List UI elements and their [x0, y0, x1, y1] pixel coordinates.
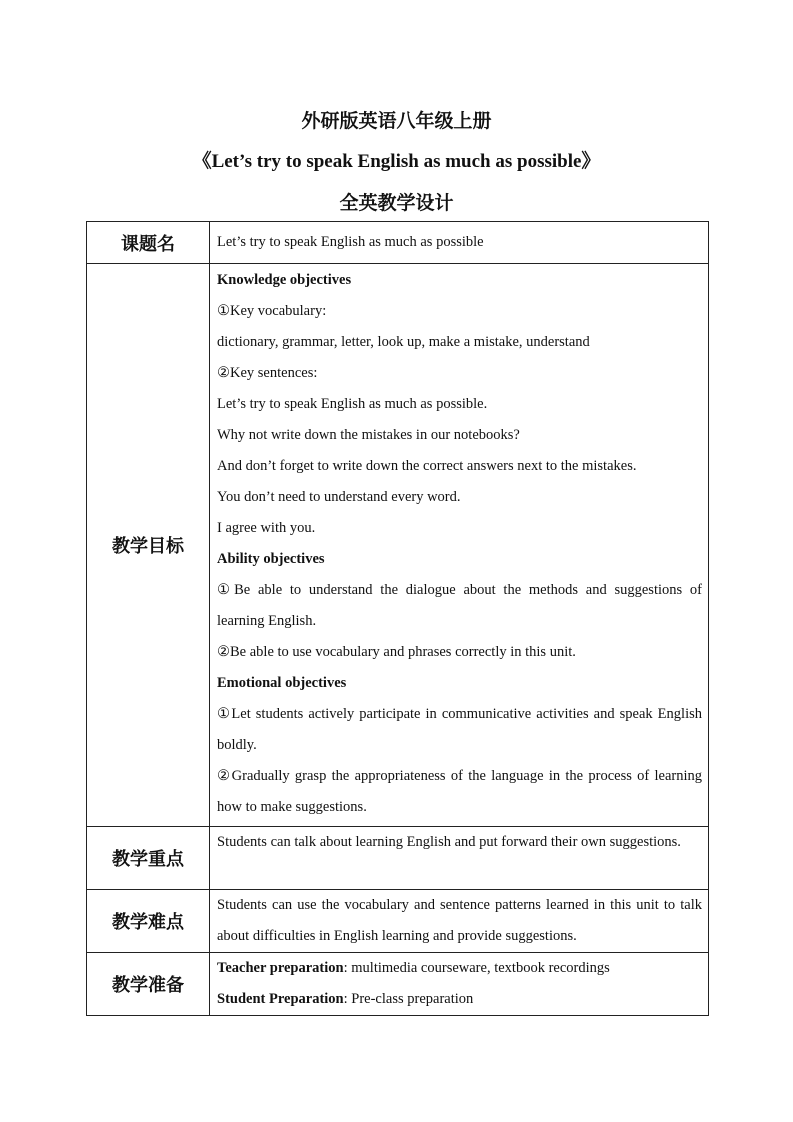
sentences-label: ②Key sentences:: [217, 365, 318, 381]
emotional-item: ①Let students actively participate in communicative activities and speak English boldly.: [217, 706, 702, 753]
lesson-title: 《Let’s try to speak English as much as possible》: [192, 151, 601, 172]
preparation-cell: [210, 953, 709, 1016]
sentence-item: I agree with you.: [217, 520, 316, 536]
sentence-item: Why not write down the mistakes in our notebooks?: [217, 427, 520, 443]
objectives-cell: [210, 264, 709, 827]
document-subtitle: 全英教学设计: [339, 192, 454, 214]
ability-item: ①Be able to understand the dialogue about the methods and suggestions of learning English.: [217, 582, 702, 629]
vocab-label: ①Key vocabulary:: [217, 303, 327, 319]
row-label: 课题名: [87, 222, 210, 264]
teacher-preparation: [217, 953, 702, 984]
ability-item: ②Be able to use vocabulary and phrases correctly in this unit.: [217, 644, 576, 660]
table-row-objectives: [87, 264, 709, 827]
sentence-item: Let’s try to speak English as much as possible.: [217, 396, 488, 412]
key-points-value: Students can talk about learning English and put forward their own suggestions.: [210, 827, 709, 890]
teacher-preparation-value: : multimedia courseware, textbook recordings: [343, 960, 610, 976]
row-label: 教学准备: [87, 953, 210, 1016]
emotional-item: ②Gradually grasp the appropriateness of the language in the process of learning how to make suggestions.: [217, 768, 702, 815]
topic-value: Let’s try to speak English as much as possible: [210, 222, 709, 264]
row-label: 教学目标: [87, 264, 210, 827]
student-preparation: [217, 984, 702, 1015]
difficulties-value: Students can use the vocabulary and sentence patterns learned in this unit to talk about difficulties in English learning and provide suggestions.: [210, 890, 709, 953]
table-row-preparation: [87, 953, 709, 1016]
vocab-list: dictionary, grammar, letter, look up, make a mistake, understand: [217, 334, 590, 350]
table-row-key-points: [87, 827, 709, 890]
knowledge-heading: Knowledge objectives: [217, 272, 352, 288]
row-label: 教学重点: [87, 827, 210, 890]
ability-heading: Ability objectives: [217, 551, 325, 567]
sentence-item: You don’t need to understand every word.: [217, 489, 461, 505]
student-preparation-label: Student Preparation: [217, 991, 344, 1007]
document-title: 外研版英语八年级上册: [301, 110, 492, 132]
row-label: 教学难点: [87, 890, 210, 953]
student-preparation-value: : Pre-class preparation: [343, 991, 474, 1007]
lesson-plan-table: [86, 221, 709, 1016]
sentence-item: And don’t forget to write down the correct answers next to the mistakes.: [217, 458, 637, 474]
teacher-preparation-label: Teacher preparation: [217, 960, 344, 976]
table-row-topic: [87, 222, 709, 264]
table-row-difficulties: [87, 890, 709, 953]
emotional-heading: Emotional objectives: [217, 675, 347, 691]
